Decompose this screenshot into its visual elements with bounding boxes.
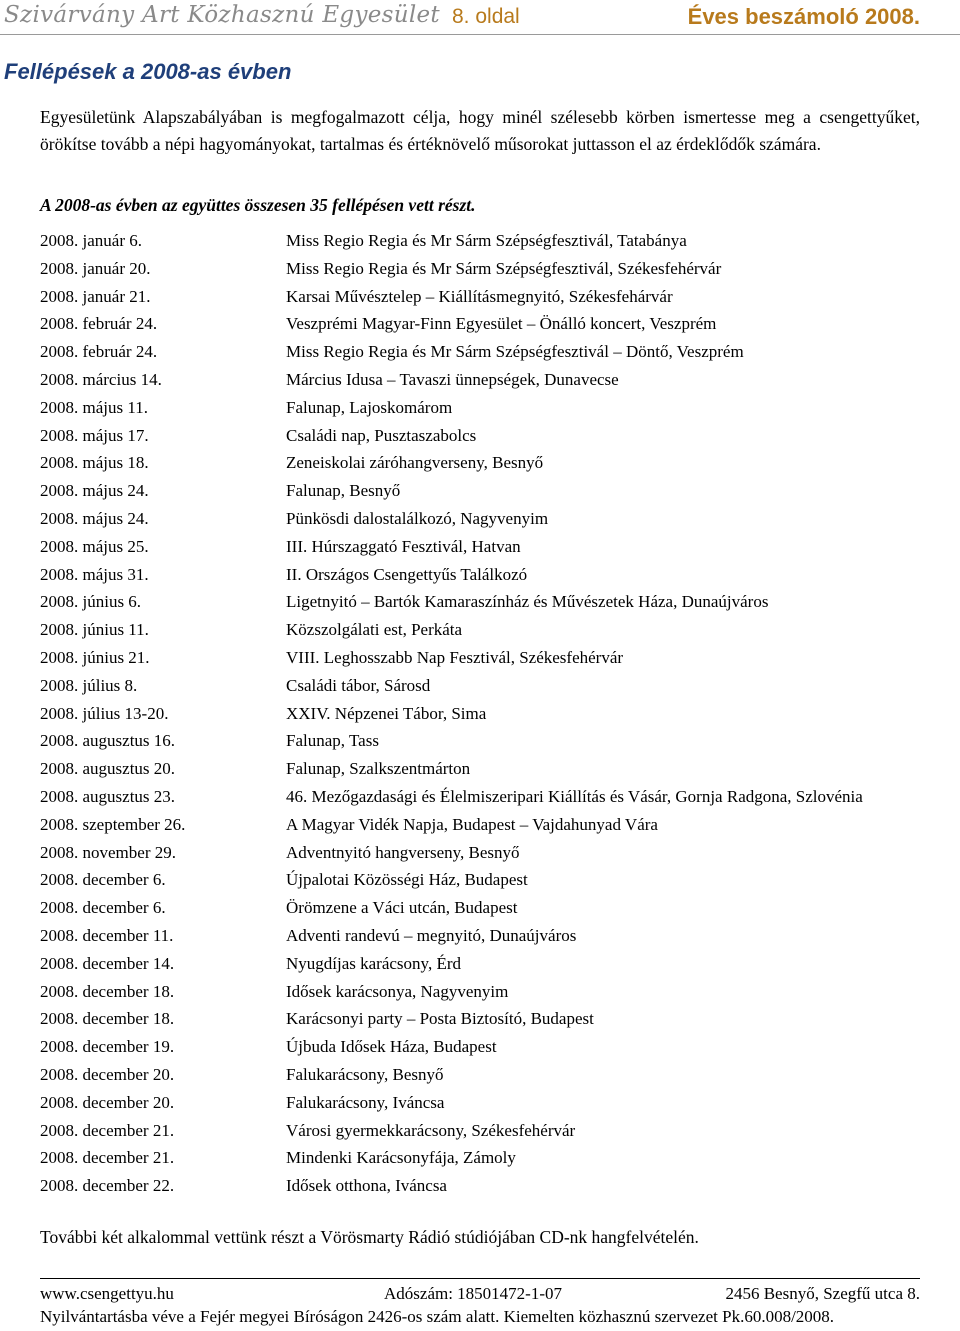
event-row [40,592,940,620]
event-row [40,314,940,342]
event-description: Adventi randevú – megnyitó, Dunaújváros [286,925,577,945]
event-date: 2008. december 22. [40,1176,175,1196]
event-date: 2008. június 11. [40,620,149,640]
event-row [40,1148,940,1176]
event-date: 2008. február 24. [40,342,158,362]
event-date: 2008. augusztus 23. [40,786,176,806]
event-row [40,704,940,732]
event-row [40,898,940,926]
event-description: Falunap, Tass [286,731,379,751]
event-description: Falukarácsony, Iváncsa [286,1092,445,1112]
event-row [40,426,940,454]
event-row [40,231,940,259]
event-row [40,287,940,315]
event-date: 2008. január 21. [40,286,151,306]
event-date: 2008. december 18. [40,1009,175,1029]
event-description: Nyugdíjas karácsony, Érd [286,953,461,973]
event-row [40,759,940,787]
event-date: 2008. május 25. [40,536,149,556]
event-date: 2008. június 6. [40,592,142,612]
event-description: Ligetnyitó – Bartók Kamaraszínház és Művészetek Háza, Dunaújváros [286,592,769,612]
section-title: Fellépések a 2008-as évben [4,59,292,84]
footer-divider [40,1278,920,1279]
event-description: Karácsonyi party – Posta Biztosító, Budapest [286,1009,594,1029]
event-description: Családi tábor, Sárosd [286,675,431,695]
event-date: 2008. május 18. [40,453,149,473]
event-description: Veszprémi Magyar-Finn Egyesület – Önálló koncert, Veszprém [286,314,717,334]
event-row [40,954,940,982]
event-row [40,1009,940,1037]
event-date: 2008. december 21. [40,1148,175,1168]
event-row [40,1037,940,1065]
event-row [40,815,940,843]
event-row [40,982,940,1010]
event-row [40,676,940,704]
event-date: 2008. január 20. [40,258,151,278]
summary-line: A 2008-as évben az együttes összesen 35 fellépésen vett részt. [40,195,476,215]
event-description: Adventnyitó hangverseny, Besnyő [286,842,520,862]
event-date: 2008. június 21. [40,647,150,667]
event-row [40,481,940,509]
event-date: 2008. május 11. [40,397,148,417]
event-description: Családi nap, Pusztaszabolcs [286,425,477,445]
event-description: Idősek otthona, Iváncsa [286,1176,447,1196]
event-date: 2008. november 29. [40,842,176,862]
header-report-title: Éves beszámoló 2008. [687,4,920,29]
event-description: Idősek karácsonya, Nagyvenyim [286,981,509,1001]
events-list [40,231,940,1204]
event-date: 2008. május 31. [40,564,149,584]
event-date: 2008. május 24. [40,508,149,528]
event-description: Miss Regio Regia és Mr Sárm Szépségfesztivál – Döntő, Veszprém [286,342,744,362]
event-row [40,1121,940,1149]
event-date: 2008. december 20. [40,1064,175,1084]
event-row [40,787,940,815]
event-description: Mindenki Karácsonyfája, Zámoly [286,1148,516,1168]
header-divider [0,34,960,35]
event-date: 2008. július 8. [40,675,138,695]
event-description: Falunap, Lajoskomárom [286,397,453,417]
event-description: Miss Regio Regia és Mr Sárm Szépségfesztivál, Székesfehérvár [286,258,722,278]
event-description: Március Idusa – Tavaszi ünnepségek, Dunavecse [286,369,619,389]
event-row [40,843,940,871]
event-date: 2008. július 13-20. [40,703,169,723]
event-date: 2008. december 21. [40,1120,175,1140]
event-date: 2008. március 14. [40,369,162,389]
event-date: 2008. december 6. [40,898,166,918]
event-row [40,870,940,898]
closing-paragraph: További két alkalommal vettünk részt a Vörösmarty Rádió stúdiójában CD-nk hangfelvételén. [40,1227,699,1247]
event-description: Újpalotai Közösségi Ház, Budapest [286,870,528,890]
event-row [40,565,940,593]
event-date: 2008. augusztus 16. [40,731,176,751]
event-row [40,370,940,398]
event-description: Városi gyermekkarácsony, Székesfehérvár [286,1120,576,1140]
event-date: 2008. december 6. [40,870,166,890]
event-row [40,398,940,426]
event-description: XXIV. Népzenei Tábor, Sima [286,703,487,723]
event-description: Közszolgálati est, Perkáta [286,620,463,640]
event-description: Karsai Művésztelep – Kiállításmegnyitó, Székesfehárvár [286,286,673,306]
event-description: Falukarácsony, Besnyő [286,1064,444,1084]
event-date: 2008. december 19. [40,1037,175,1057]
event-row [40,342,940,370]
event-description: Falunap, Szalkszentmárton [286,759,471,779]
event-description: II. Országos Csengettyűs Találkozó [286,564,528,584]
event-date: 2008. január 6. [40,231,142,250]
event-description: A Magyar Vidék Napja, Budapest – Vajdahunyad Vára [286,814,658,834]
event-description: Pünkösdi dalostalálkozó, Nagyvenyim [286,508,549,528]
event-row [40,1065,940,1093]
header-page-number: 8. oldal [452,5,520,28]
event-description: Zeneiskolai záróhangverseny, Besnyő [286,453,544,473]
event-row [40,1093,940,1121]
event-date: 2008. december 18. [40,981,175,1001]
event-date: 2008. május 24. [40,481,149,501]
footer-website: www.csengettyu.hu [40,1284,174,1303]
footer-tax-id: Adószám: 18501472-1-07 [384,1284,563,1303]
footer-address: 2456 Besnyő, Szegfű utca 8. [725,1284,920,1303]
event-row [40,509,940,537]
event-date: 2008. május 17. [40,425,149,445]
intro-paragraph: Egyesületünk Alapszabályában is megfogalmazott célja, hogy minél szélesebb körben ismertesse meg a csengettyűket, örökítse tovább a népi hagyományokat, tartalmas és értéknövelő műsorokat juttasson el az érdeklődők számára. [40,107,920,154]
event-date: 2008. szeptember 26. [40,814,186,834]
event-description: 46. Mezőgazdasági és Élelmiszeripari Kiállítás és Vásár, Gornja Radgona, Szlovénia [286,786,863,806]
footer-registration: Nyilvántartásba véve a Fejér megyei Bíróságon 2426-os szám alatt. Kiemelten közhasznú szervezet Pk.60.008/2008. [40,1307,835,1326]
event-row [40,926,940,954]
event-description: Miss Regio Regia és Mr Sárm Szépségfesztivál, Tatabánya [286,231,687,250]
header-org-name: Szivárvány Art Közhasznú Egyesület [4,2,440,28]
event-date: 2008. december 14. [40,953,175,973]
event-row [40,537,940,565]
event-date: 2008. december 20. [40,1092,175,1112]
event-description: III. Húrszaggató Fesztivál, Hatvan [286,536,521,556]
event-row [40,259,940,287]
event-row [40,648,940,676]
event-description: Örömzene a Váci utcán, Budapest [286,898,518,918]
event-date: 2008. február 24. [40,314,158,334]
event-row [40,1176,940,1204]
event-description: VIII. Leghosszabb Nap Fesztivál, Székesfehérvár [286,647,624,667]
event-description: Falunap, Besnyő [286,481,401,501]
event-row [40,620,940,648]
event-description: Újbuda Idősek Háza, Budapest [286,1037,497,1057]
event-row [40,453,940,481]
event-date: 2008. augusztus 20. [40,759,176,779]
event-date: 2008. december 11. [40,925,174,945]
event-row [40,731,940,759]
